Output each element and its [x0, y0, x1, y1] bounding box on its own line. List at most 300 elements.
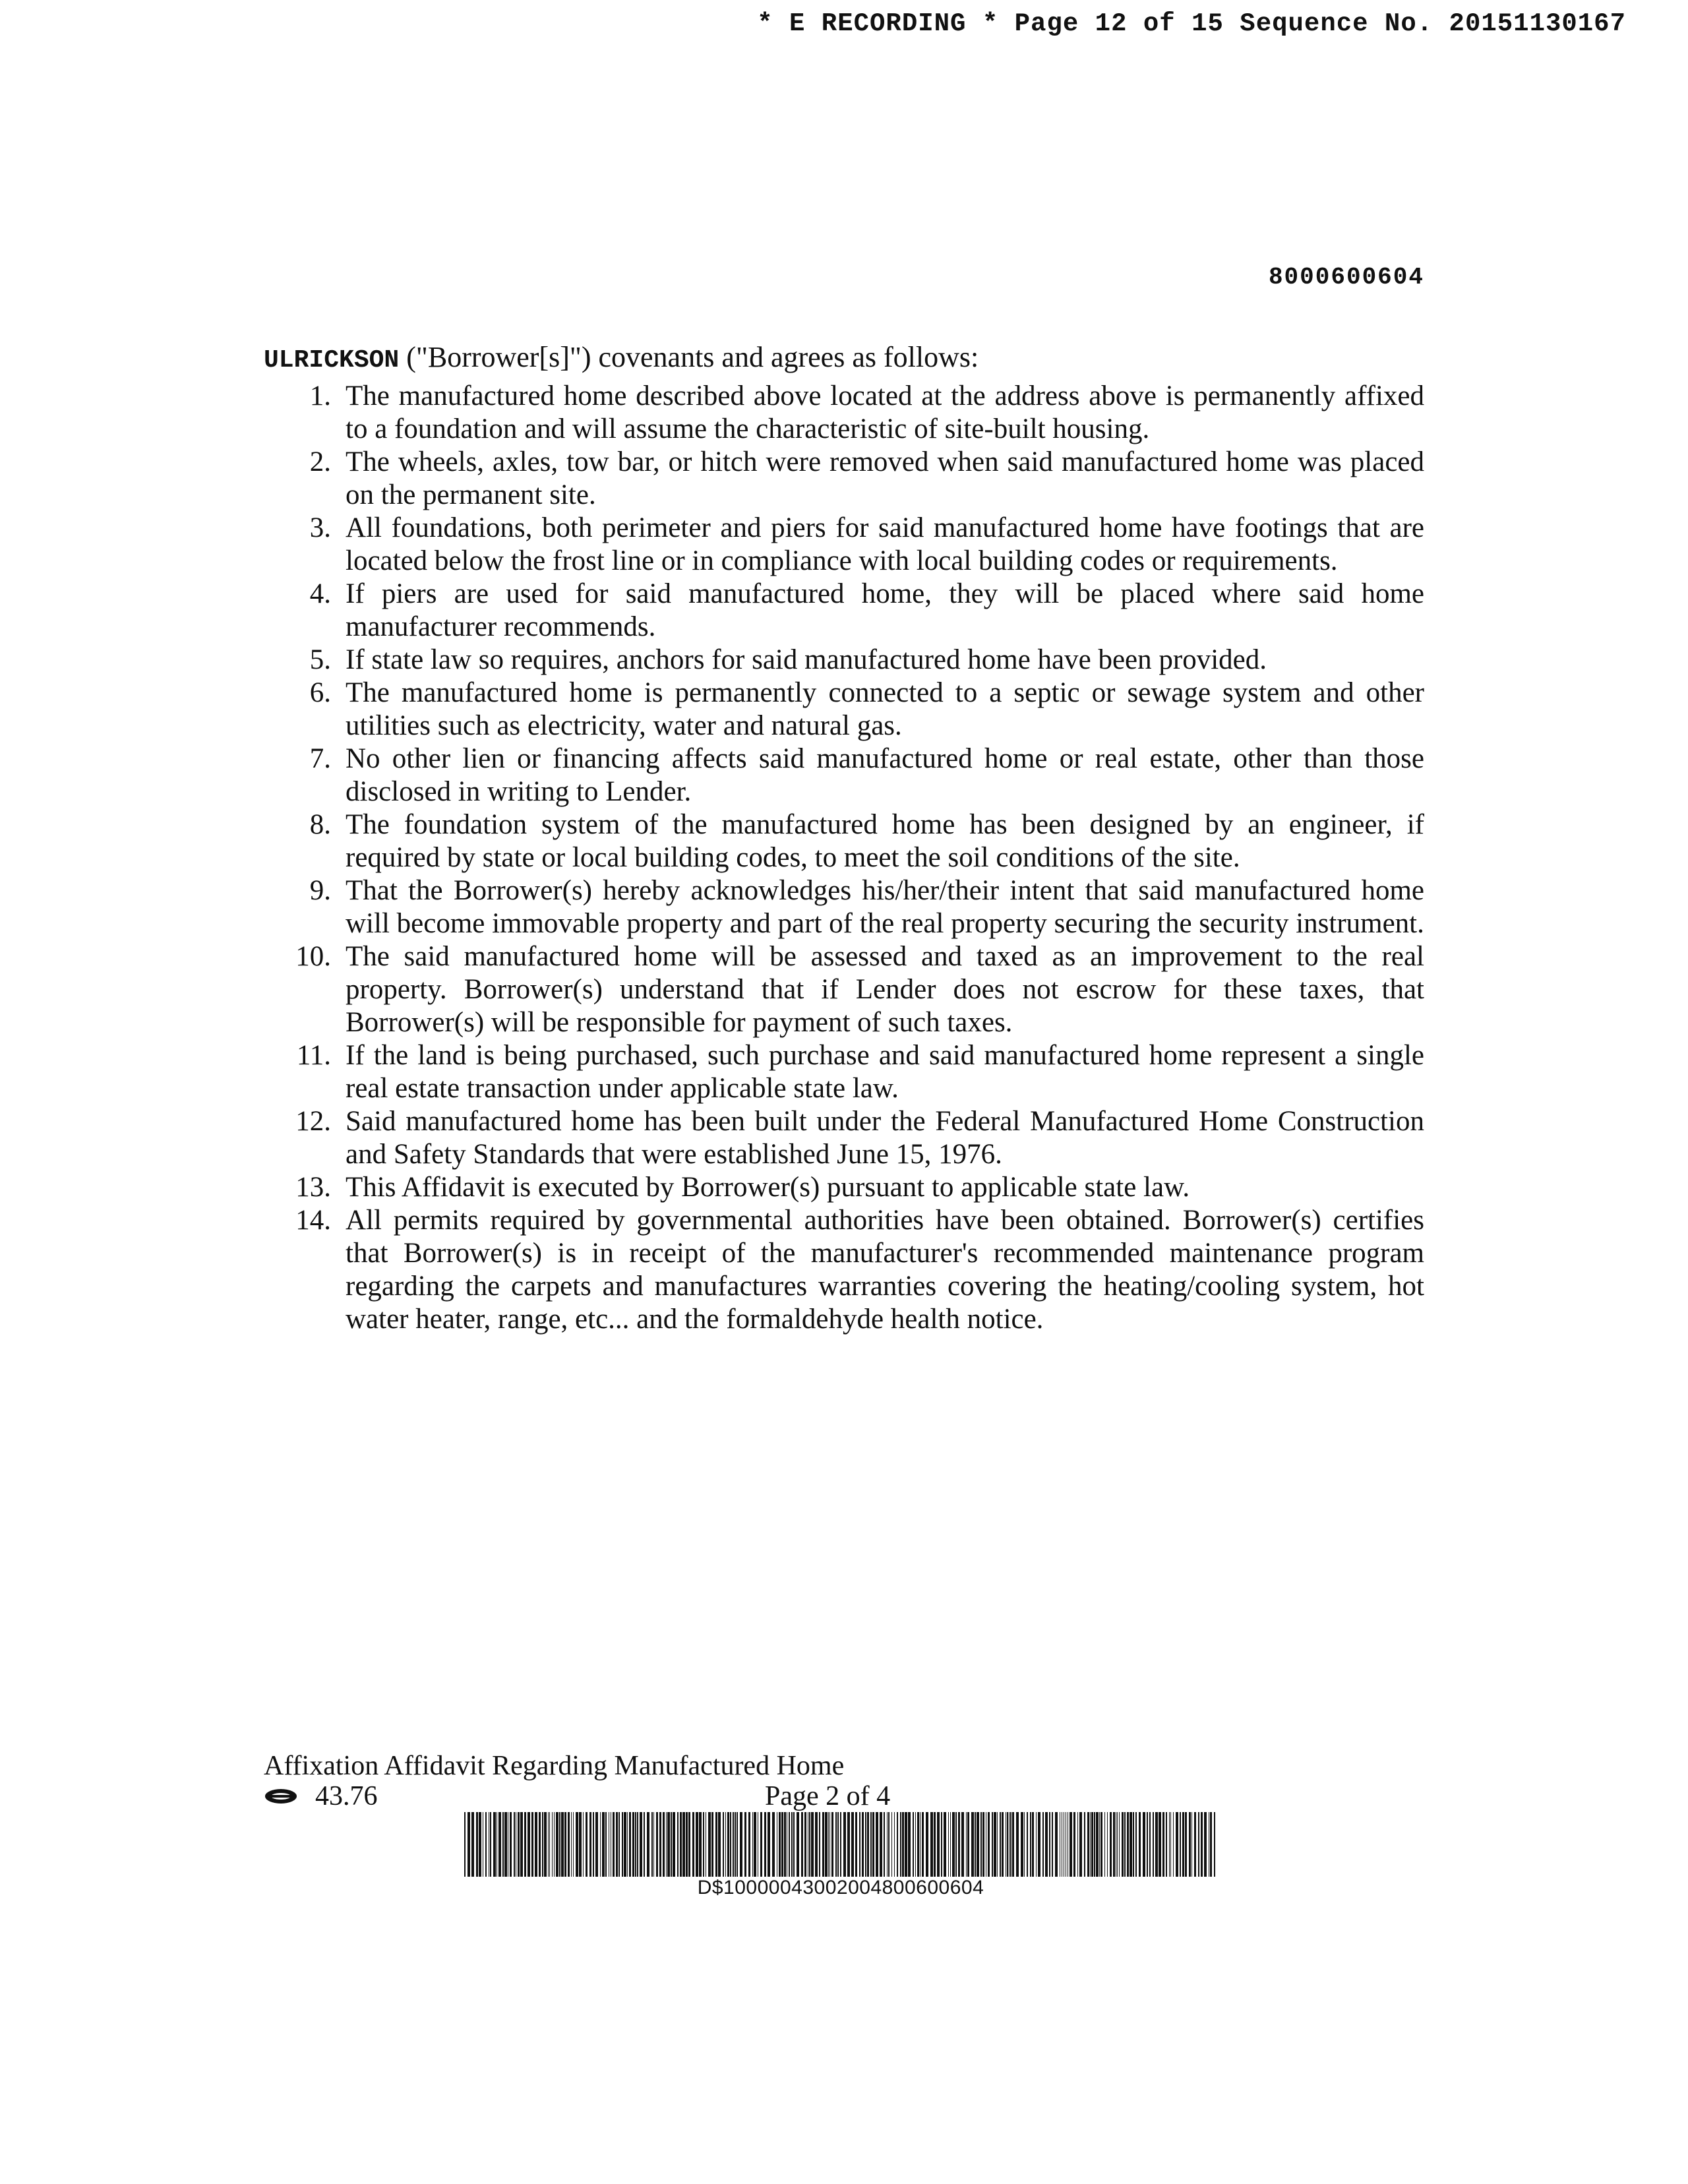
barcode-bar [1030, 1812, 1031, 1877]
barcode-bar [624, 1812, 626, 1877]
barcode-bar [781, 1812, 783, 1877]
barcode-bar [801, 1812, 803, 1877]
covenant-text: The manufactured home is permanently connected to a septic or sewage system and other utilities such as electricity, water and natural gas. [346, 677, 1424, 741]
barcode-bar [1214, 1812, 1215, 1877]
covenant-text: The wheels, axles, tow bar, or hitch were removed when said manufactured home was placed on the permanent site. [346, 446, 1424, 510]
barcode-bar [589, 1812, 591, 1877]
barcode-bar [656, 1812, 658, 1877]
barcode-bar [622, 1812, 623, 1877]
barcode-bar [554, 1812, 555, 1877]
page-label: Page 2 of 4 [765, 1781, 891, 1811]
barcode-bar [915, 1812, 916, 1877]
barcode-bar [552, 1812, 553, 1877]
barcode-bar [467, 1812, 470, 1877]
covenant-number: 2. [309, 446, 331, 477]
barcode-bar [917, 1812, 919, 1877]
barcode-bar [1045, 1812, 1048, 1877]
barcode-bar [1130, 1812, 1132, 1877]
barcode-bar [992, 1812, 993, 1877]
covenant-text: All foundations, both perimeter and piers for said manufactured home have footings that are located below the frost line or in compliance with local building codes or requirements. [346, 512, 1424, 576]
barcode-bar [997, 1812, 998, 1877]
barcode-bar [988, 1812, 990, 1877]
intro-paragraph [264, 340, 979, 375]
barcode-bar [828, 1812, 829, 1877]
barcode-bar [894, 1812, 895, 1877]
barcode-bar [1104, 1812, 1105, 1877]
barcode-bar [510, 1812, 512, 1877]
barcode-bar [1100, 1812, 1102, 1877]
barcode-bar [1173, 1812, 1174, 1877]
barcode-bar [727, 1812, 729, 1877]
barcode-bar [900, 1812, 901, 1877]
barcode-bar [1052, 1812, 1053, 1877]
barcode-bar [627, 1812, 628, 1877]
barcode-bar [1159, 1812, 1161, 1877]
barcode-bar [498, 1812, 501, 1877]
barcode-bar [1117, 1812, 1118, 1877]
form-provider-logo-icon [264, 1787, 298, 1805]
barcode-bar [859, 1812, 860, 1877]
barcode-bar [851, 1812, 854, 1877]
barcode-bar [764, 1812, 766, 1877]
barcode-bar [605, 1812, 607, 1877]
barcode-bar [831, 1812, 833, 1877]
barcode-bar [822, 1812, 824, 1877]
barcode-bar [840, 1812, 841, 1877]
covenant-number: 5. [309, 644, 331, 675]
barcode-bar [809, 1812, 810, 1877]
barcode-bar [1124, 1812, 1126, 1877]
covenant-indent [331, 1039, 346, 1105]
barcode-bar [1133, 1812, 1134, 1877]
barcode-bar [616, 1812, 618, 1877]
barcode-bar [908, 1812, 911, 1877]
barcode-bar [549, 1812, 550, 1877]
barcode-bar [1113, 1812, 1115, 1877]
barcode-bar [618, 1812, 620, 1877]
barcode-bar [1153, 1812, 1154, 1877]
covenant-indent [331, 512, 346, 578]
covenant-indent [331, 677, 346, 743]
covenant-number: 9. [309, 875, 331, 906]
barcode-bar [718, 1812, 721, 1877]
barcode-bar [699, 1812, 702, 1877]
barcode-bar [1135, 1812, 1137, 1877]
barcode-bar [504, 1812, 507, 1877]
barcode-bar [1210, 1812, 1212, 1877]
barcode-bar [876, 1812, 878, 1877]
barcode-bar [561, 1812, 564, 1877]
barcode-bar [1169, 1812, 1170, 1877]
covenant-indent [331, 578, 346, 644]
barcode-bar [556, 1812, 558, 1877]
barcode-bar [688, 1812, 690, 1877]
barcode-bar [1180, 1812, 1181, 1877]
barcode-bar [744, 1812, 746, 1877]
barcode-bar [1143, 1812, 1145, 1877]
barcode-bar [967, 1812, 969, 1877]
barcode-bar [760, 1812, 762, 1877]
covenant-text: The foundation system of the manufactured home has been designed by an engineer, if required by state or local building codes, to meet the soil conditions of the site. [346, 809, 1424, 873]
barcode-bar [966, 1812, 967, 1877]
covenant-item [264, 380, 1424, 446]
barcode-bar [711, 1812, 713, 1877]
covenant-item [264, 1204, 1424, 1336]
covenant-number: 13. [295, 1172, 331, 1203]
barcode-bar [595, 1812, 598, 1877]
barcode-bar [1166, 1812, 1167, 1877]
covenant-item [264, 446, 1424, 512]
barcode-bar [791, 1812, 793, 1877]
covenant-number: 8. [309, 809, 331, 840]
barcode-bar [815, 1812, 818, 1877]
barcode-bar [644, 1812, 645, 1877]
barcode-bar [680, 1812, 682, 1877]
covenant-number: 1. [309, 380, 331, 411]
barcode-bar [975, 1812, 976, 1877]
barcode-bar [913, 1812, 914, 1877]
barcode-bar [692, 1812, 694, 1877]
barcode-bar [752, 1812, 753, 1877]
covenant-item [264, 644, 1424, 677]
barcode-bar [941, 1812, 942, 1877]
barcode-bar [977, 1812, 979, 1877]
covenant-indent [331, 743, 346, 808]
barcode-bar [793, 1812, 795, 1877]
barcode-bar [1091, 1812, 1093, 1877]
covenant-text: That the Borrower(s) hereby acknowledges his/her/their intent that said manufactured home will become immovable property and part of the real property securing the security instrument. [346, 875, 1424, 939]
barcode-bar [872, 1812, 874, 1877]
barcode-bar [490, 1812, 491, 1877]
covenant-text: This Affidavit is executed by Borrower(s) pursuant to applicable state law. [346, 1172, 1190, 1203]
barcode-bar [1084, 1812, 1085, 1877]
barcode-bar [528, 1812, 530, 1877]
footer-row [264, 1780, 923, 1813]
barcode-bar [568, 1812, 570, 1877]
barcode-bar [576, 1812, 578, 1877]
barcode-bar [1107, 1812, 1108, 1877]
barcode-bar [544, 1812, 547, 1877]
barcode-bar [1036, 1812, 1037, 1877]
barcode-bar [926, 1812, 928, 1877]
barcode-bar [1038, 1812, 1040, 1877]
barcode-bar [1198, 1812, 1199, 1877]
barcode-bar [748, 1812, 750, 1877]
barcode-bar [1204, 1812, 1207, 1877]
barcode-bar [884, 1812, 885, 1877]
barcode-bar [696, 1812, 698, 1877]
barcode-bar [779, 1812, 781, 1877]
barcode-bar [485, 1812, 487, 1877]
barcode-bar [1077, 1812, 1078, 1877]
covenant-text: Said manufactured home has been built under the Federal Manufactured Home Construction and Safety Standards that were established June 15, 1976. [346, 1106, 1424, 1170]
barcode-bar [955, 1812, 957, 1877]
barcode-bar [735, 1812, 736, 1877]
barcode-bar [948, 1812, 949, 1877]
barcode-text: D$10000043002004800600604 [697, 1877, 984, 1898]
barcode-bar [1162, 1812, 1164, 1877]
intro-text: ("Borrower[s]") covenants and agrees as follows: [399, 341, 979, 373]
covenant-number: 3. [309, 512, 331, 543]
covenant-indent [331, 446, 346, 512]
barcode-bar [640, 1812, 642, 1877]
barcode-bar [1191, 1812, 1192, 1877]
barcode-bar [1185, 1812, 1187, 1877]
covenant-list [264, 380, 1424, 1336]
barcode-bar [673, 1812, 675, 1877]
barcode-bar [847, 1812, 850, 1877]
barcode-bar [476, 1812, 478, 1877]
barcode-bar [471, 1812, 474, 1877]
covenant-text: If the land is being purchased, such purchase and said manufactured home represent a single real estate transaction under applicable state law. [346, 1040, 1424, 1104]
barcode-bar [1170, 1812, 1171, 1877]
covenant-number: 7. [309, 743, 331, 774]
barcode-bar [865, 1812, 866, 1877]
barcode-bar [797, 1812, 799, 1877]
barcode-bar [593, 1812, 594, 1877]
covenant-number: 10. [295, 941, 331, 972]
barcode-bar [768, 1812, 770, 1877]
barcode-bar [1027, 1812, 1028, 1877]
barcode-bar [952, 1812, 955, 1877]
barcode-bar [1201, 1812, 1203, 1877]
covenant-indent [331, 644, 346, 677]
barcode-bar [1055, 1812, 1058, 1877]
covenant-item [264, 743, 1424, 808]
barcode-bar [579, 1812, 582, 1877]
barcode-bar [602, 1812, 605, 1877]
barcode-bar [958, 1812, 960, 1877]
covenant-text: The said manufactured home will be assessed and taxed as an improvement to the real property. Borrower(s) understand that if Lender does not escrow for these taxes, that Borrower(s) will be responsible for payment of such taxes. [346, 941, 1424, 1038]
barcode-bar [677, 1812, 678, 1877]
barcode-bar [837, 1812, 839, 1877]
covenant-text: No other lien or financing affects said manufactured home or real estate, other than those disclosed in writing to Lender. [346, 743, 1424, 807]
barcode-bar [1094, 1812, 1095, 1877]
covenant-indent [331, 874, 346, 940]
covenant-number: 4. [309, 578, 331, 609]
barcode-bar [843, 1812, 846, 1877]
barcode-bar [479, 1812, 481, 1877]
barcode-bar [867, 1812, 869, 1877]
barcode-bar [682, 1812, 685, 1877]
barcode-bar [740, 1812, 742, 1877]
barcode-bar [464, 1812, 466, 1877]
barcode-bar [666, 1812, 667, 1877]
barcode-bar [994, 1812, 996, 1877]
barcode-bar [659, 1812, 661, 1877]
barcode-bar [944, 1812, 946, 1877]
barcode-bar [961, 1812, 964, 1877]
barcode-bar [1073, 1812, 1075, 1877]
barcode-bar [1002, 1812, 1004, 1877]
barcode-bar [905, 1812, 907, 1877]
barcode-bar [667, 1812, 670, 1877]
barcode-bar [539, 1812, 541, 1877]
covenant-indent [331, 808, 346, 874]
barcode-bar [703, 1812, 704, 1877]
barcode-bar [535, 1812, 537, 1877]
barcode-bar [1016, 1812, 1019, 1877]
barcode-bar [870, 1812, 872, 1877]
barcode-bar [715, 1812, 717, 1877]
form-number: 43.76 [315, 1781, 378, 1811]
barcode-bar [733, 1812, 734, 1877]
barcode-bar [1000, 1812, 1001, 1877]
barcode-bar [629, 1812, 631, 1877]
covenant-number: 12. [295, 1106, 331, 1137]
barcode-bar [564, 1812, 566, 1877]
barcode-bar [1122, 1812, 1124, 1877]
barcode-bar [887, 1812, 888, 1877]
barcode-bar [1119, 1812, 1120, 1877]
barcode-bar [1099, 1812, 1100, 1877]
barcode-bar [1042, 1812, 1044, 1877]
barcode-bar [518, 1812, 520, 1877]
barcode-bar [647, 1812, 649, 1877]
barcode-bar [1096, 1812, 1099, 1877]
barcode-bar [613, 1812, 615, 1877]
barcode-bar [1176, 1812, 1178, 1877]
barcode-bar [1032, 1812, 1034, 1877]
barcode-bar [531, 1812, 533, 1877]
barcode-bar [651, 1812, 653, 1877]
recording-stamp: * E RECORDING * Page 12 of 15 Sequence No. 20151130167 [757, 9, 1626, 38]
barcode-bar [1079, 1812, 1082, 1877]
barcode-bar [635, 1812, 636, 1877]
barcode-bar [1182, 1812, 1184, 1877]
barcode-bar [930, 1812, 933, 1877]
barcode-bar [637, 1812, 638, 1877]
barcode-bar [1021, 1812, 1023, 1877]
barcode-bar [1090, 1812, 1091, 1877]
covenant-text: If piers are used for said manufactured home, they will be placed where said home manufacturer recommends. [346, 578, 1424, 642]
covenant-item [264, 1105, 1424, 1171]
barcode-bar [784, 1812, 786, 1877]
covenant-text: All permits required by governmental authorities have been obtained. Borrower(s) certifies that Borrower(s) is in receipt of the manufacturer's recommended maintenance program regarding the carpets and manufactures warranties covering the heating/cooling system, hot water heater, range, etc... and the formaldehyde health notice. [346, 1205, 1424, 1335]
barcode-bar [888, 1812, 889, 1877]
barcode-bar [1189, 1812, 1191, 1877]
covenant-indent [331, 940, 346, 1039]
barcode-bar [937, 1812, 940, 1877]
barcode-bar [1149, 1812, 1151, 1877]
covenant-text: If state law so requires, anchors for said manufactured home have been provided. [346, 644, 1267, 675]
form-title: Affixation Affidavit Regarding Manufactured Home [264, 1751, 845, 1781]
barcode-bar [804, 1812, 806, 1877]
barcode-bar [819, 1812, 820, 1877]
barcode-bar [737, 1812, 738, 1877]
barcode-bar [653, 1812, 654, 1877]
barcode-bar [897, 1812, 898, 1877]
barcode-bar [922, 1812, 924, 1877]
form-id [264, 1780, 378, 1812]
barcode-bar [725, 1812, 726, 1877]
loan-number: 8000600604 [1268, 264, 1424, 291]
barcode-bar [1007, 1812, 1008, 1877]
barcode-bar [1194, 1812, 1196, 1877]
covenant-item [264, 940, 1424, 1039]
barcode-bar [548, 1812, 549, 1877]
barcode-bar [730, 1812, 731, 1877]
barcode-bar [708, 1812, 711, 1877]
covenant-text: The manufactured home described above located at the address above is permanently affixed to a foundation and will assume the characteristic of site-built housing. [346, 380, 1424, 444]
barcode-bar [829, 1812, 830, 1877]
barcode-bar [520, 1812, 523, 1877]
barcode-bar [825, 1812, 828, 1877]
barcode-bar [772, 1812, 775, 1877]
covenant-indent [331, 1105, 346, 1171]
covenant-item [264, 1039, 1424, 1105]
borrower-name: ULRICKSON [264, 346, 400, 375]
barcode-bar [835, 1812, 837, 1877]
covenant-number: 14. [295, 1205, 331, 1236]
barcode-bar [573, 1812, 574, 1877]
covenant-indent [331, 1204, 346, 1336]
barcode-bar [789, 1812, 790, 1877]
barcode-bar [1010, 1812, 1011, 1877]
barcode-bar [600, 1812, 601, 1877]
covenant-number: 11. [296, 1040, 331, 1071]
barcode-bar [754, 1812, 756, 1877]
barcode-bar [1049, 1812, 1050, 1877]
barcode-bar [1155, 1812, 1158, 1877]
barcode-bar [1147, 1812, 1148, 1877]
barcode-bar [950, 1812, 951, 1877]
barcode-bar [862, 1812, 864, 1877]
barcode-bar [902, 1812, 904, 1877]
barcode-bar [559, 1812, 560, 1877]
barcode-bar [723, 1812, 724, 1877]
covenant-item [264, 1171, 1424, 1204]
barcode-bar [811, 1812, 814, 1877]
barcode-bar [980, 1812, 982, 1877]
barcode-bar [686, 1812, 688, 1877]
barcode-bar [671, 1812, 672, 1877]
barcode-bar [982, 1812, 984, 1877]
covenant-number: 6. [309, 677, 331, 708]
barcode-bar [586, 1812, 588, 1877]
barcode-bar [1127, 1812, 1129, 1877]
barcode [462, 1812, 1220, 1877]
barcode-bar [1087, 1812, 1089, 1877]
barcode-bar [502, 1812, 504, 1877]
covenant-indent [331, 380, 346, 446]
barcode-bar [1024, 1812, 1025, 1877]
barcode-bar [571, 1812, 572, 1877]
barcode-bar [1012, 1812, 1014, 1877]
covenant-indent [331, 1171, 346, 1204]
barcode-bar [891, 1812, 892, 1877]
covenant-item [264, 578, 1424, 644]
covenant-item [264, 677, 1424, 743]
barcode-bar [1110, 1812, 1112, 1877]
barcode-bar [632, 1812, 634, 1877]
barcode-bar [934, 1812, 936, 1877]
barcode-bar [1070, 1812, 1072, 1877]
barcode-bar [1009, 1812, 1010, 1877]
covenant-item [264, 512, 1424, 578]
barcode-bar [514, 1812, 515, 1877]
barcode-bar [524, 1812, 526, 1877]
barcode-bar [493, 1812, 496, 1877]
covenant-item [264, 808, 1424, 874]
barcode-bar [971, 1812, 974, 1877]
barcode-bar [663, 1812, 665, 1877]
barcode-bar [880, 1812, 882, 1877]
barcode-bar [1139, 1812, 1141, 1877]
covenant-item [264, 874, 1424, 940]
barcode-bar [583, 1812, 584, 1877]
barcode-bar [855, 1812, 857, 1877]
